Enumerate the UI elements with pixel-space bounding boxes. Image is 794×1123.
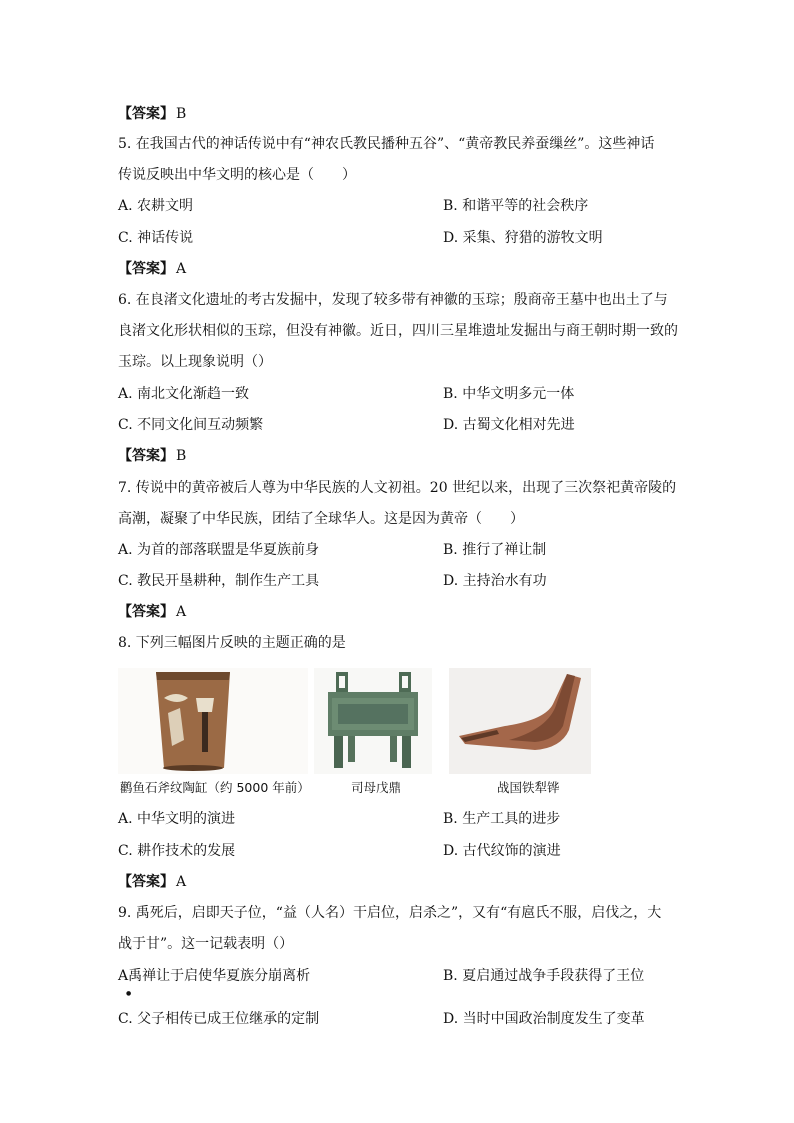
stray-dot-mark: ●	[126, 990, 132, 997]
answer-q4	[118, 104, 186, 124]
q5-option-b: B. 和谐平等的社会秩序	[443, 198, 589, 214]
q7-option-b: B. 推行了禅让制	[443, 542, 547, 558]
q9-option-d: D. 当时中国政治制度发生了变革	[443, 1011, 645, 1027]
question-6-stem-line1: 6. 在良渚文化遗址的考古发掘中，发现了较多带有神徽的玉琮；殷商帝王墓中也出土了与	[118, 292, 668, 308]
question-6-stem-line3: 玉琮。以上现象说明（）	[118, 354, 272, 370]
question-6-stem-line2: 良渚文化形状相似的玉琮，但没有神徽。近日，四川三星堆遗址发掘出与商王朝时期一致的	[118, 323, 678, 339]
q8-option-d: D. 古代纹饰的演进	[443, 843, 561, 859]
answer-label: 【答案】	[118, 261, 174, 277]
answer-q8	[118, 872, 186, 892]
q7-option-c: C. 教民开垦耕种，制作生产工具	[118, 573, 320, 589]
q6-option-a: A. 南北文化渐趋一致	[118, 386, 250, 402]
q6-option-b: B. 中华文明多元一体	[443, 386, 575, 402]
figure-3-caption: 战国铁犁铧	[497, 780, 560, 795]
bronze-ding-icon	[314, 668, 432, 774]
figure-bronze-ding	[314, 668, 432, 808]
q8-option-a: A. 中华文明的演进	[118, 811, 236, 827]
question-7-stem-line1: 7. 传说中的黄帝被后人尊为中华民族的人文初祖。20 世纪以来，出现了三次祭祀黄帝陵的	[118, 480, 677, 496]
question-9-stem-line2: 战于甘”。这一记载表明（）	[118, 936, 294, 952]
q6-option-d: D. 古蜀文化相对先进	[443, 417, 575, 433]
q9-option-c: C. 父子相传已成王位继承的定制	[118, 1011, 320, 1027]
q5-option-a: A. 农耕文明	[118, 198, 194, 214]
q5-option-d: D. 采集、狩猎的游牧文明	[443, 230, 603, 246]
answer-label: 【答案】	[118, 604, 174, 620]
answer-label: 【答案】	[118, 448, 174, 464]
answer-q7	[118, 602, 186, 622]
answer-value: B	[176, 448, 187, 464]
answer-q6	[118, 446, 186, 466]
answer-value: A	[176, 874, 187, 890]
iron-plowshare-icon	[449, 668, 591, 774]
question-5-stem-line2: 传说反映出中华文明的核心是（ ）	[118, 167, 356, 183]
question-9-stem-line1: 9. 禹死后，启即天子位，“益（人名）干启位，启杀之”，又有“有扈氏不服，启伐之，大	[118, 905, 662, 921]
question-7-stem-line2: 高潮，凝聚了中华民族，团结了全球华人。这是因为黄帝（ ）	[118, 511, 524, 527]
q6-option-c: C. 不同文化间互动频繁	[118, 417, 264, 433]
answer-value: B	[176, 106, 187, 122]
q8-option-b: B. 生产工具的进步	[443, 811, 561, 827]
figure-iron-plowshare	[449, 668, 591, 808]
answer-label: 【答案】	[118, 874, 174, 890]
q8-option-c: C. 耕作技术的发展	[118, 843, 236, 859]
q7-option-d: D. 主持治水有功	[443, 573, 547, 589]
q9-option-a: A禹禅让于启使华夏族分崩离析	[118, 968, 311, 984]
q5-option-c: C. 神话传说	[118, 230, 194, 246]
figure-1-caption: 鹳鱼石斧纹陶缸（约 5000 年前）	[120, 780, 310, 795]
pottery-jar-icon	[118, 668, 308, 774]
q7-option-a: A. 为首的部落联盟是华夏族前身	[118, 542, 320, 558]
answer-value: A	[176, 604, 187, 620]
answer-label: 【答案】	[118, 106, 174, 122]
q9-option-b: B. 夏启通过战争手段获得了王位	[443, 968, 645, 984]
question-8-stem: 8. 下列三幅图片反映的主题正确的是	[118, 635, 346, 651]
figure-pottery-jar	[118, 668, 308, 808]
question-5-stem-line1: 5. 在我国古代的神话传说中有“神农氏教民播种五谷”、“黄帝教民养蚕缫丝”。这些神话	[118, 136, 655, 152]
figure-2-caption: 司母戊鼎	[351, 780, 402, 795]
answer-value: A	[176, 261, 187, 277]
answer-q5	[118, 259, 186, 279]
